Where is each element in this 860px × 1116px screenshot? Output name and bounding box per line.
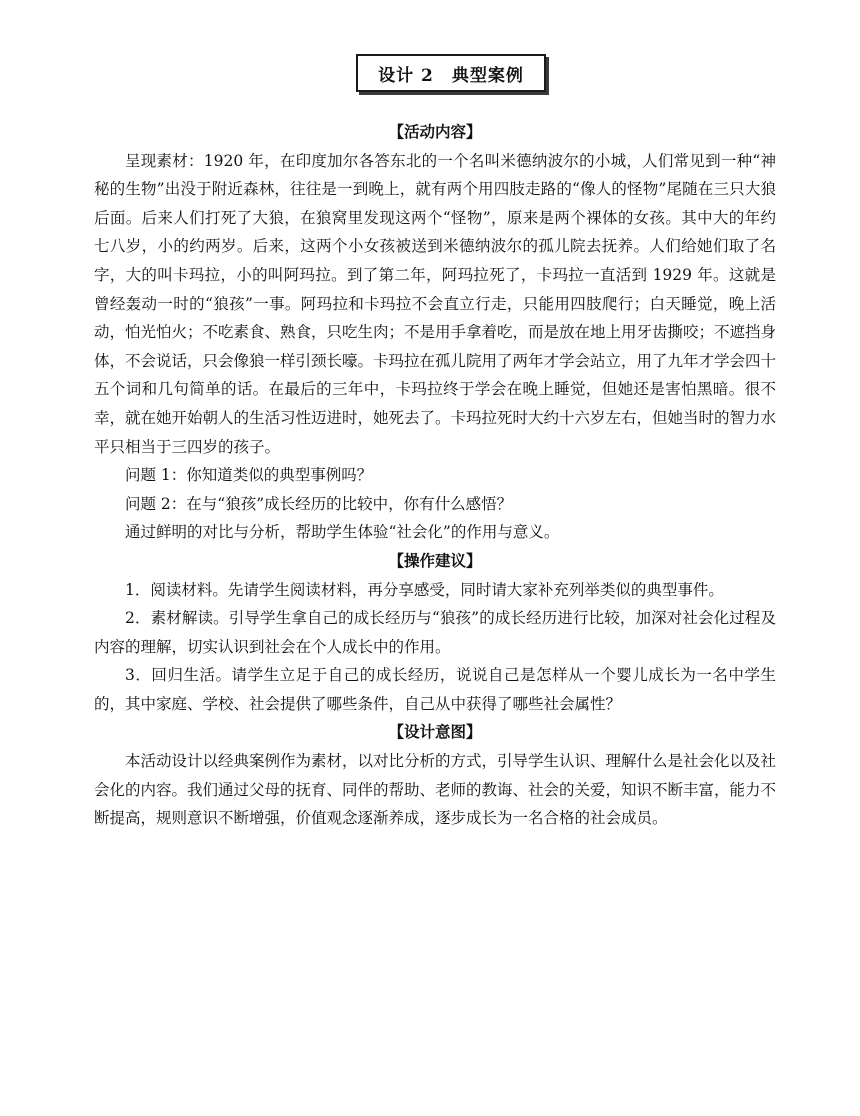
- paragraph-material: 呈现素材：1920 年，在印度加尔各答东北的一个名叫米德纳波尔的小城，人们常见到一种“神秘的生物”出没于附近森林，往往是一到晚上，就有两个用四肢走路的“像人的怪物”尾随在三只大狼后面。后来人们打死了大狼，在狼窝里发现这两个“怪物”，原来是两个裸体的女孩。其中大的年约七八岁，小的约两岁。后来，这两个小女孩被送到米德纳波尔的孤儿院去抚养。人们给她们取了名字，大的叫卡玛拉，小的叫阿玛拉。到了第二年，阿玛拉死了，卡玛拉一直活到 1929 年。这就是曾经轰动一时的“狼孩”一事。阿玛拉和卡玛拉不会直立行走，只能用四肢爬行；白天睡觉，晚上活动，怕光怕火；不吃素食、熟食，只吃生肉；不是用手拿着吃，而是放在地上用牙齿撕咬；不遮挡身体，不会说话，只会像狼一样引颈长嚎。卡玛拉在孤儿院用了两年才学会站立，用了九年才学会四十五个词和几句简单的话。在最后的三年中，卡玛拉终于学会在晚上睡觉，但她还是害怕黑暗。很不幸，就在她开始朝人的生活习性迈进时，她死去了。卡玛拉死时大约十六岁左右，但她当时的智力水平只相当于三四岁的孩子。: [94, 151, 777, 456]
- paragraph-operation-1: 1．阅读材料。先请学生阅读材料，再分享感受，同时请大家补充列举类似的典型事件。: [125, 580, 724, 599]
- paragraph-operation-2: 2．素材解读。引导学生拿自己的成长经历与“狼孩”的成长经历进行比较，加深对社会化过程及内容的理解，切实认识到社会在个人成长中的作用。: [94, 609, 776, 656]
- paragraph-summary: 通过鲜明的对比与分析，帮助学生体验“社会化”的作用与意义。: [125, 523, 560, 542]
- section-title-box: [356, 54, 546, 92]
- document-body: [94, 118, 776, 833]
- section-title: 设计 2 典型案例: [378, 65, 524, 86]
- heading-operation-advice: 【操作建议】: [388, 551, 482, 570]
- paragraph-question-2: 问题 2：在与“狼孩”成长经历的比较中，你有什么感悟？: [125, 494, 513, 513]
- paragraph-operation-3: 3．回归生活。请学生立足于自己的成长经历，说说自己是怎样从一个婴儿成长为一名中学生的，其中家庭、学校、社会提供了哪些条件，自己从中获得了哪些社会属性？: [94, 666, 776, 713]
- paragraph-design-intent: 本活动设计以经典案例作为素材，以对比分析的方式，引导学生认识、理解什么是社会化以及社会化的内容。我们通过父母的抚育、同伴的帮助、老师的教诲、社会的关爱，知识不断丰富，能力不断提高，规则意识不断增强，价值观念逐渐养成，逐步成长为一名合格的社会成员。: [94, 752, 777, 828]
- heading-activity-content: 【活动内容】: [388, 123, 482, 141]
- paragraph-question-1: 问题 1：你知道类似的典型事例吗？: [125, 466, 373, 485]
- heading-design-intent: 【设计意图】: [388, 723, 482, 742]
